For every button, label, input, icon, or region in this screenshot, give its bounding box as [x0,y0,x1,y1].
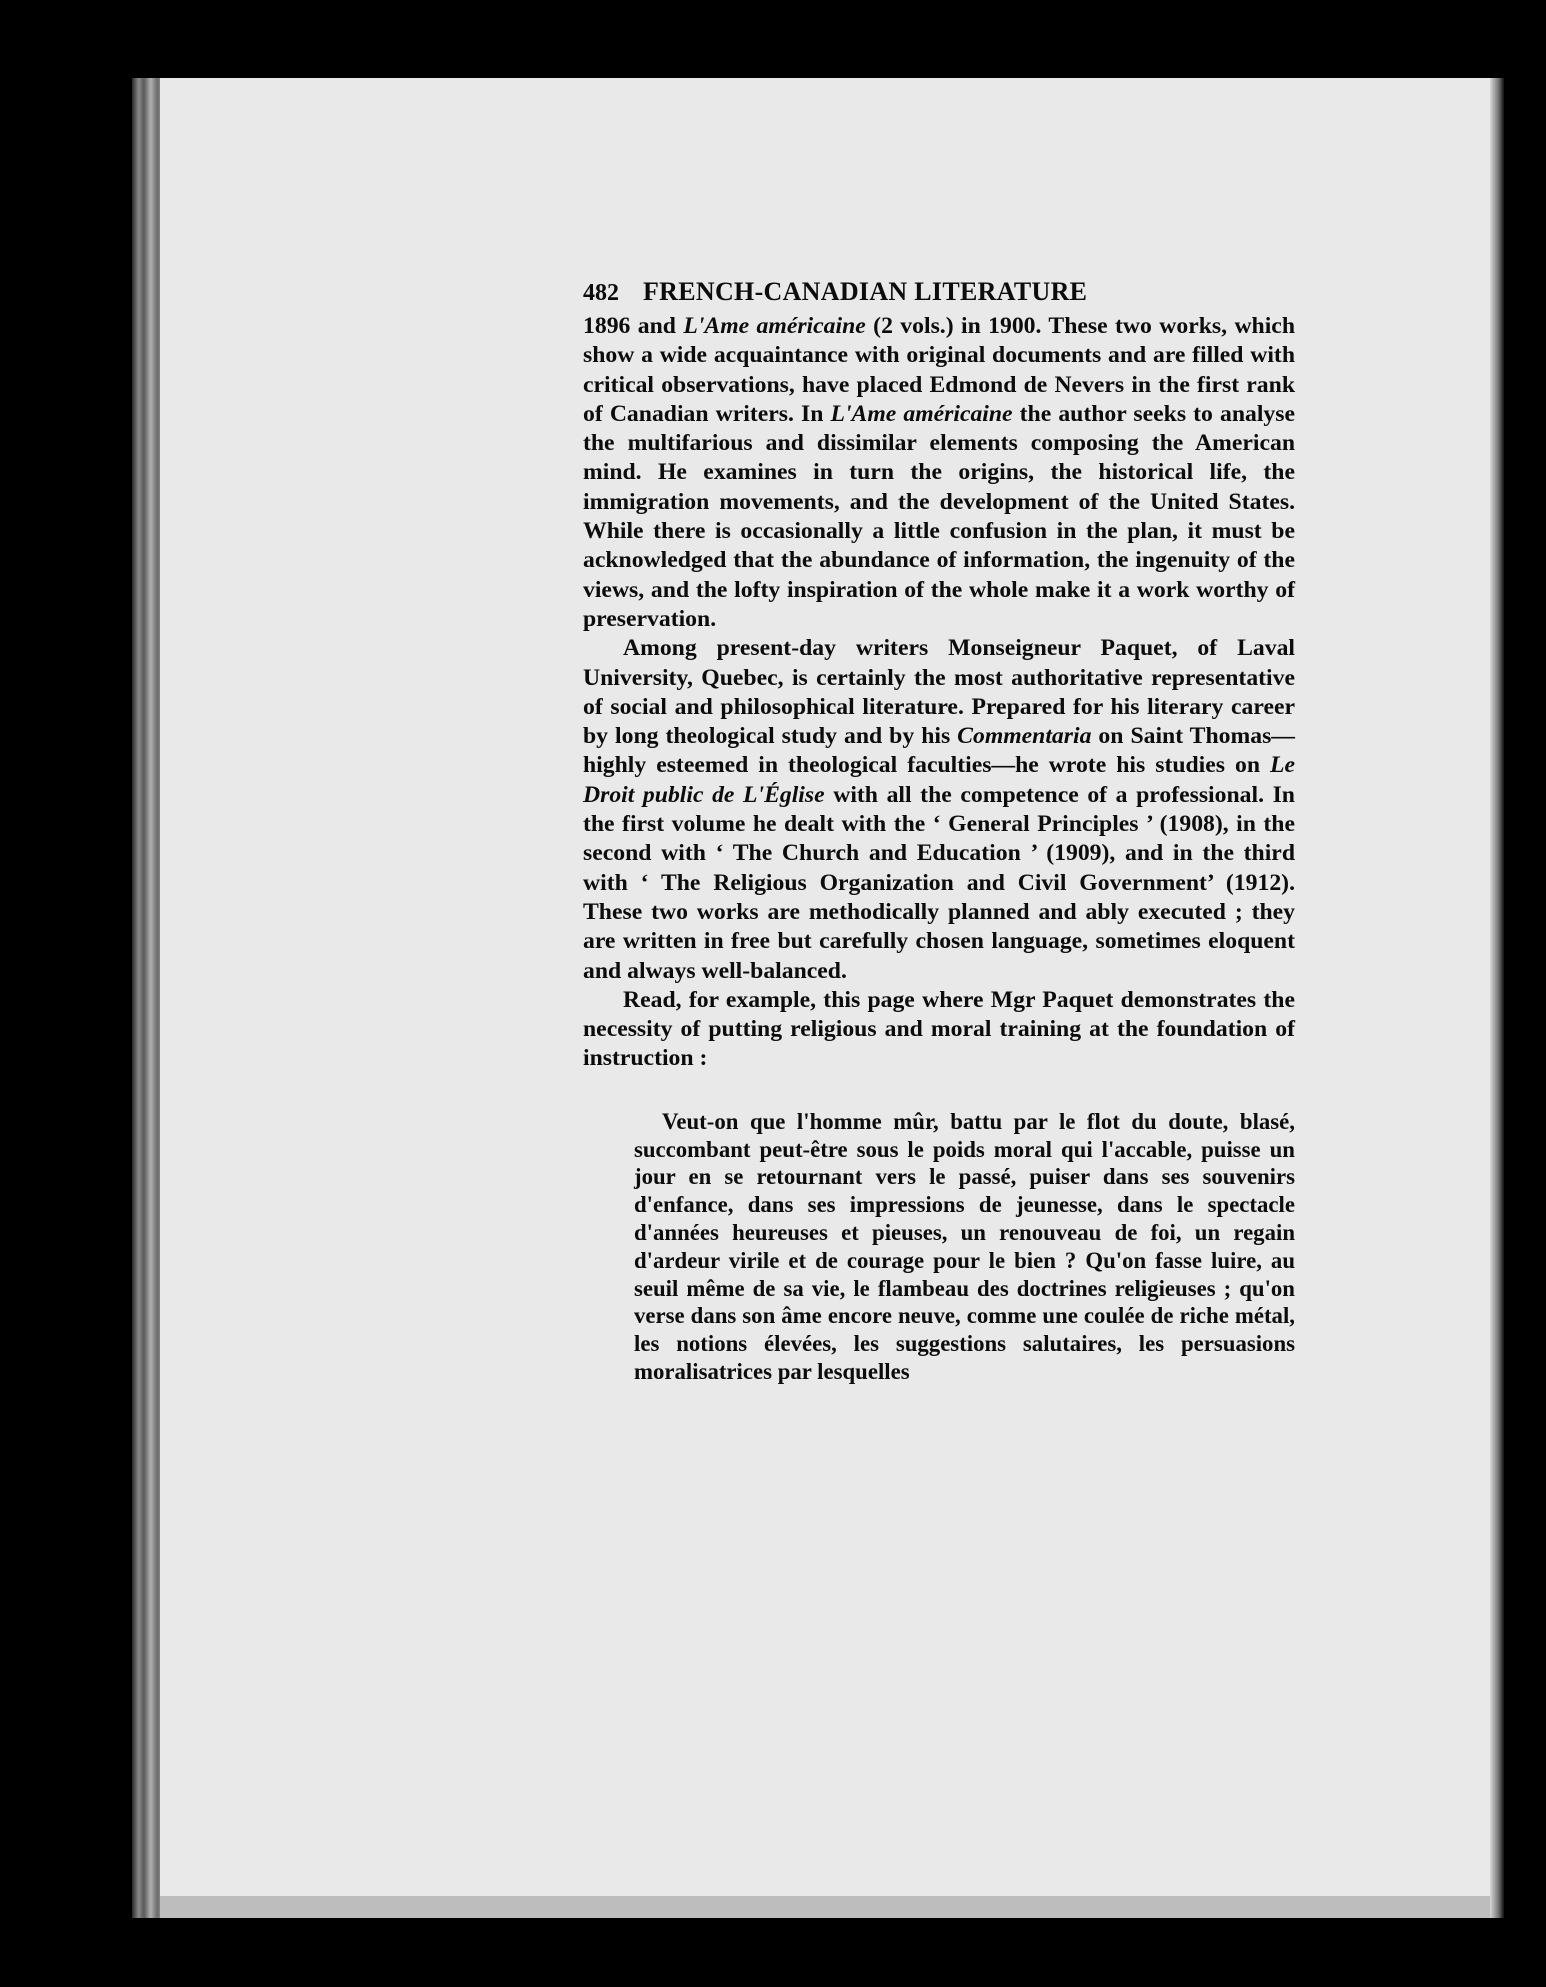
running-title: FRENCH-CANADIAN LITERATURE [643,277,1088,306]
text-run: 1896 and [583,313,684,339]
paragraph-1 [583,312,1295,634]
text-run: with all the competence of a professional. In the first volume he dealt with the ‘ General Principles ’ (1908), in the second with ‘ The Church and Education ’ (1909), and in the third with ‘ The Religious Organization and Civil Government’ (1912). These two works are methodically planned and ably executed ; they are written in free but carefully chosen language, sometimes eloquent and always well-balanced. [583,781,1295,984]
book-title-italic: Commentaria [957,723,1092,750]
book-title-italic: L'Ame américaine [683,313,866,339]
text-run: Among present-day writers Monseigneur Paquet, of Laval University, Quebec, is certainly the most authoritative representative of social and philosophical literature. Prepared for his literary career by long theological study and by his [583,635,1295,750]
book-title-italic: Le Droit public de L'Église [583,752,1295,808]
block-quote [634,1108,1295,1386]
quote-text: Veut-on que l'homme mûr, battu par le flot du doute, blasé, succombant peut-être sous le poids moral qui l'accable, puisse un jour en se retournant vers le passé, puiser dans ses souvenirs d'enfance, dans ses impressions de jeunesse, dans le spectacle d'années heureuses et pieuses, un renouveau de foi, un regain d'ardeur virile et de courage pour le bien ? Qu'on fasse luire, au seuil même de sa vie, le flambeau des doctrines religieuses ; qu'on verse dans son âme encore neuve, comme une coulée de riche métal, les notions élevées, les suggestions salutaires, les persuasions moralisatrices par lesquelles [634,1108,1295,1384]
text-run: on Saint Thomas—highly esteemed in theological faculties—he wrote his studies on [583,723,1295,779]
paragraph-3 [583,986,1295,1074]
paragraph-2 [583,634,1295,986]
text-run: Read, for example, this page where Mgr Paquet demonstrates the necessity of putting religious and moral training at the foundation of instruction : [583,986,1295,1072]
page-text-block [583,272,1295,1386]
text-run: the author seeks to analyse the multifarious and dissimilar elements composing the American mind. He examines in turn the origins, the historical life, the immigration movements, and the development of the United States. While there is occasionally a little confusion in the plan, it must be acknowledged that the abundance of information, the ingenuity of the views, and the lofty inspiration of the whole make it a work worthy of preservation. [583,400,1295,632]
text-run: (2 vols.) in 1900. These two works, which show a wide acquaintance with original documents and are filled with critical observations, have placed Edmond de Nevers in the first rank of Canadian writers. In [583,313,1295,427]
book-title-italic: L'Ame américaine [830,400,1013,427]
page-number: 482 [583,280,619,306]
page-right-edge [1490,78,1504,1918]
running-head [583,272,1295,312]
